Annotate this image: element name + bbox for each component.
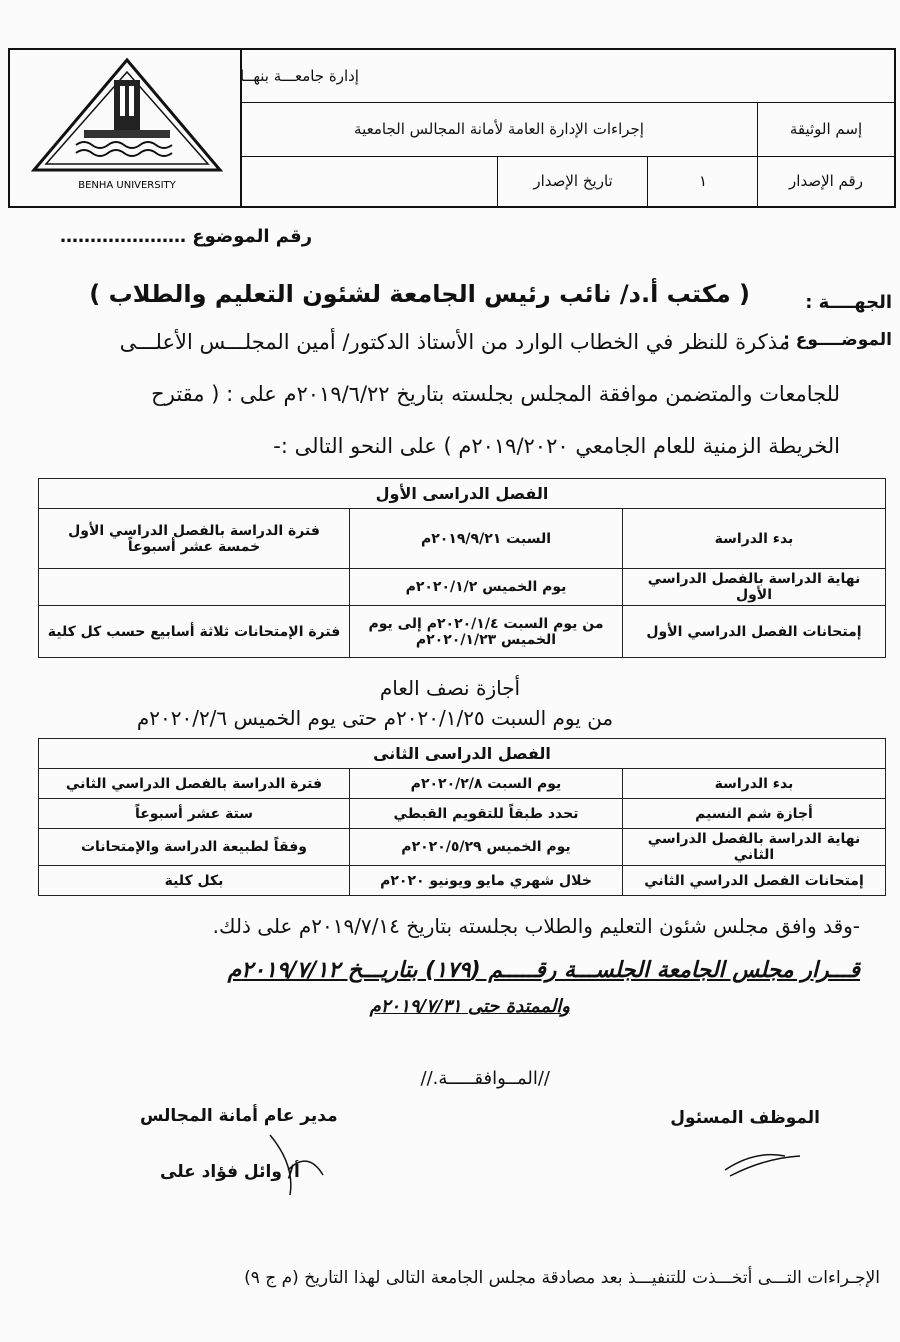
responsible-employee-title: الموظف المسئول: [670, 1108, 820, 1128]
semester2-title: الفصل الدراسى الثانى: [39, 739, 886, 769]
subject-line-3: الخريطة الزمنية للعام الجامعي ٢٠١٩/٢٠٢٠م ) على النحو التالى :-: [273, 434, 840, 458]
approval-stamp: //المــوافقـــــة.//: [420, 1068, 550, 1089]
s1-row1-note: فترة الدراسة بالفصل الدراسي الأول خمسة عشر أسبوعاً: [39, 509, 350, 569]
s2-row3-label: نهاية الدراسة بالفصل الدراسي الثاني: [623, 829, 886, 866]
decision-line-1: قـــرار مجلس الجامعة الجلســـة رقـــــم (١٧٩) بتاريـــخ ٢٠١٩/٧/١٢م: [227, 958, 860, 983]
s1-row2-label: نهاية الدراسة بالفصل الدراسي الأول: [623, 569, 886, 606]
semester1-table: [38, 478, 886, 658]
s2-row2-date: تحدد طبقاً للتقويم القبطي: [350, 799, 623, 829]
topic-number-label: رقم الموضوع: [192, 226, 313, 247]
semester2-table: [38, 738, 886, 896]
header-row-admin: [240, 50, 894, 103]
director-title: مدير عام أمانة المجالس: [140, 1106, 338, 1126]
s1-row3-date: من يوم السبت ٢٠٢٠/١/٤م إلى يوم الخميس ٢٠٢٠/١/٢٣م: [350, 606, 623, 658]
entity-value: ( مكتب أ.د/ نائب رئيس الجامعة لشئون التعليم والطلاب ): [89, 280, 750, 308]
issue-date-value: [240, 156, 498, 206]
header-row-docname: [240, 102, 894, 157]
midyear-title: أجازة نصف العام: [379, 676, 521, 700]
s2-row3-note: وفقاً لطبيعة الدراسة والإمتحانات: [39, 829, 350, 866]
issue-no-label: رقم الإصدار: [789, 172, 863, 190]
council-approval: -وقد وافق مجلس شئون التعليم والطلاب بجلسته بتاريخ ٢٠١٩/٧/١٤م على ذلك.: [212, 914, 860, 938]
topic-number: ………………… رقم الموضوع: [60, 226, 313, 247]
doc-name-label: إسم الوثيقة: [789, 120, 863, 138]
entity-label: الجهــــة :: [805, 292, 892, 313]
s1-row2-date: يوم الخميس ٢٠٢٠/١/٢م: [350, 569, 623, 606]
s1-row1-date: السبت ٢٠١٩/٩/٢١م: [350, 509, 623, 569]
issue-date-label: تاريخ الإصدار: [533, 172, 613, 190]
issue-no-value: ١: [698, 172, 708, 190]
s1-row1-label: بدء الدراسة: [623, 509, 886, 569]
midyear-dates: من يوم السبت ٢٠٢٠/١/٢٥م حتى يوم الخميس ٢٠٢٠/٢/٦م: [136, 706, 614, 730]
decision-line-2: والممتدة حتى ٢٠١٩/٧/٣١م: [369, 996, 570, 1017]
s1-row3-label: إمتحانات الفصل الدراسي الأول: [623, 606, 886, 658]
document-header: [8, 48, 896, 208]
s2-row4-note: بكل كلية: [39, 866, 350, 896]
subject-line-2: للجامعات والمتضمن موافقة المجلس بجلسته بتاريخ ٢٠١٩/٦/٢٢م على : ( مقترح: [151, 382, 840, 406]
subject-line-1: مذكرة للنظر في الخطاب الوارد من الأستاذ الدكتور/ أمين المجلـــس الأعلـــى: [119, 330, 790, 354]
s2-row1-label: بدء الدراسة: [623, 769, 886, 799]
subject-label: الموضــــوع :: [783, 330, 892, 350]
employee-signature-icon: [720, 1140, 810, 1180]
s2-row1-date: يوم السبت ٢٠٢٠/٢/٨م: [350, 769, 623, 799]
s2-row4-label: إمتحانات الفصل الدراسي الثاني: [623, 866, 886, 896]
s2-row2-note: ستة عشر أسبوعاً: [39, 799, 350, 829]
university-logo: [10, 50, 242, 206]
semester1-title: الفصل الدراسى الأول: [39, 479, 886, 509]
s2-row4-date: خلال شهري مايو ويونيو ٢٠٢٠م: [350, 866, 623, 896]
footer-note: الإجـراءات التـــى أتخـــذت للتنفيـــذ بعد مصادقة مجلس الجامعة التالى لهذا التاريخ (م ج ٩): [244, 1268, 880, 1288]
s2-row2-label: أجازة شم النسيم: [623, 799, 886, 829]
s1-row3-note: فترة الإمتحانات ثلاثة أسابيع حسب كل كلية: [39, 606, 350, 658]
doc-name-value: إجراءات الإدارة العامة لأمانة المجالس الجامعية: [354, 120, 644, 138]
svg-text:BENHA UNIVERSITY: BENHA UNIVERSITY: [78, 180, 176, 191]
admin-title: إدارة جامعـــة بنهــا: [240, 67, 359, 85]
benha-university-logo-icon: [14, 50, 240, 202]
s2-row1-note: فترة الدراسة بالفصل الدراسي الثاني: [39, 769, 350, 799]
s2-row3-date: يوم الخميس ٢٠٢٠/٥/٢٩م: [350, 829, 623, 866]
header-row-issue: [240, 156, 894, 206]
director-name: أ/ وائل فؤاد على: [160, 1162, 300, 1182]
